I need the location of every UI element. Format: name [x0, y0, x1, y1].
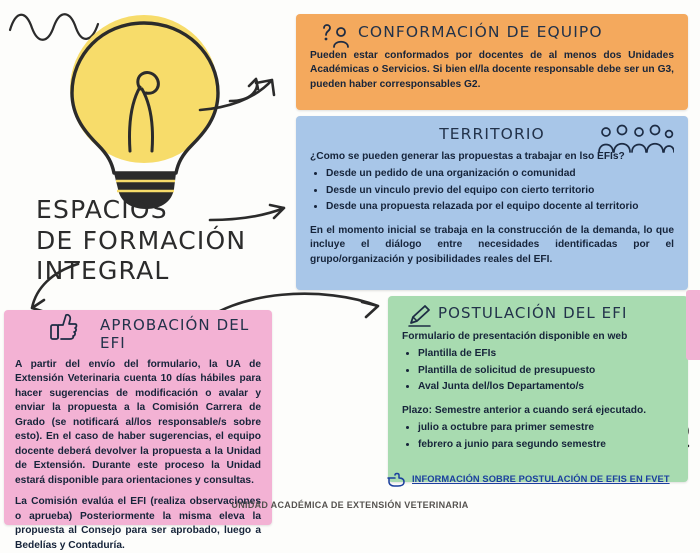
card-territorio-title: TERRITORIO	[439, 125, 545, 143]
footer-text: UNIDAD ACADÉMICA DE EXTENSIÓN VETERINARIA	[231, 500, 469, 510]
card-postulacion-title: POSTULACIÓN DEL EFI	[438, 304, 628, 322]
card-aprobacion-title: APROBACIÓN DEL EFI	[100, 316, 250, 352]
card-territorio-question: ¿Como se pueden generar las propuestas a trabajar en lso EFIs?	[310, 151, 625, 162]
card-postulacion-del-efi	[388, 296, 688, 482]
card-territorio-bullets	[310, 167, 674, 214]
info-link-row[interactable]	[386, 470, 686, 488]
pink-edge-decoration	[686, 290, 700, 360]
card-postulacion-bullets	[402, 347, 674, 394]
list-item: • Aval Junta del/los Departamento/s	[418, 380, 674, 394]
page-title-line-3: INTEGRAL	[36, 256, 170, 285]
card-aprobacion-del-efi	[4, 310, 272, 551]
list-item: • Desde un pedido de una organización o comunidad	[326, 167, 674, 181]
info-link[interactable]: INFORMACIÓN SOBRE POSTULACIÓN DE EFIS EN FVET	[412, 474, 670, 484]
card-aprobacion-paragraph-2: La Comisión evalúa el EFI (realiza observaciones o aprueba) Posteriormente la misma eleva la propuesta al Consejo para ser aprobado, luego a Bedelías y Contaduría.	[15, 496, 261, 551]
card-territorio	[296, 116, 688, 290]
page-title-line-1: ESPACIOS	[36, 195, 168, 224]
pointing-hand-icon	[386, 470, 406, 488]
page-title-line-2: DE FORMACIÓN	[36, 225, 247, 255]
list-item: • Desde un vinculo previo del equipo con cierto territorio	[326, 184, 674, 198]
card-aprobacion-paragraph-1: A partir del envío del formulario, la UA de Extensión Veterinaria cuenta 10 días hábiles para hacer sugerencias de modificación o avalar y enviar la propuesta a la Comisión Carrera de Grado (se notificará al/los responsable/s sobre esto). En el caso de haber sugerencias, el equipo docente deberá devolver la propuesta a la Unidad de Extensión. Durante este proceso la Unidad estará disponible para orientaciones y consultas.	[15, 359, 261, 486]
card-postulacion-plazo-bullets	[402, 421, 674, 452]
card-postulacion-plazo-label: Plazo: Semestre anterior a cuando será ejecutado.	[402, 404, 647, 416]
card-territorio-closing: En el momento inicial se trabaja en la construcción de la demanda, lo que incluye el diálogo entre necesidades identificadas por el grupo/organización y posibilidades reales del EFI.	[310, 224, 674, 265]
page-title	[36, 195, 276, 287]
list-item: • julio a octubre para primer semestre	[418, 421, 674, 435]
list-item: • Plantilla de EFIs	[418, 347, 674, 361]
card-equipo-title: CONFORMACIÓN DE EQUIPO	[358, 23, 603, 41]
card-equipo-paragraph: Pueden estar conformados por docentes de al menos dos Unidades Académicas o Servicios. Si bien el/la docente responsable debe ser un G3, pueden haber corresponsables G2.	[310, 50, 674, 90]
list-item: • Plantilla de solicitud de presupuesto	[418, 364, 674, 378]
list-item: • Desde una propuesta relazada por el equipo docente al territorio	[326, 200, 674, 214]
card-conformacion-de-equipo	[296, 14, 688, 110]
list-item: • febrero a junio para segundo semestre	[418, 438, 674, 452]
card-postulacion-intro: Formulario de presentación disponible en web	[402, 331, 628, 342]
